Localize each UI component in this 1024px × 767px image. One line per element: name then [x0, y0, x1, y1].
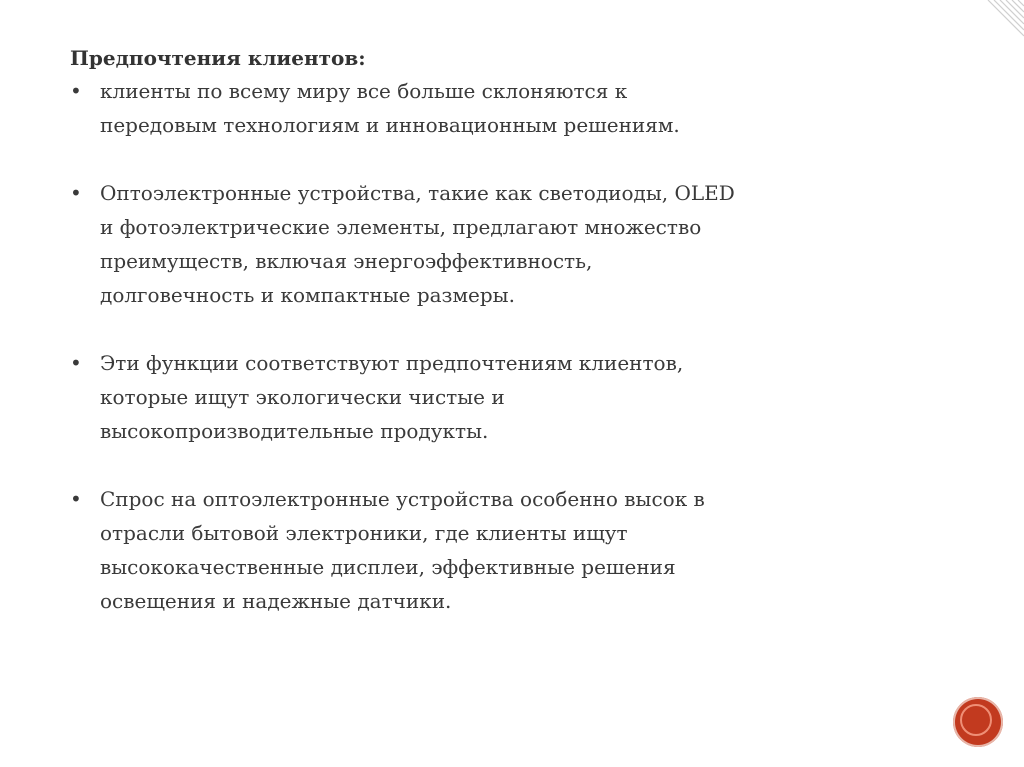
bullet-item-1	[70, 74, 920, 142]
bullet-item-4	[70, 482, 920, 618]
bullet-2-line-4: долговечность и компактные размеры.	[100, 283, 515, 307]
bullet-mark: •	[70, 181, 82, 205]
bullet-3-line-1: Эти функции соответствуют предпочтениям клиентов,	[100, 351, 684, 375]
bullet-mark: •	[70, 351, 82, 375]
bullet-1-line-1: клиенты по всему миру все больше склоняются к	[100, 79, 628, 103]
bullet-3-line-3: высокопроизводительные продукты.	[100, 419, 489, 443]
slide-content	[70, 42, 920, 652]
bullet-2-line-2: и фотоэлектрические элементы, предлагают множество	[100, 215, 702, 239]
bullet-list	[70, 74, 920, 618]
bullet-4-line-2: отрасли бытовой электроники, где клиенты ищут	[100, 521, 628, 545]
bullet-item-2	[70, 176, 920, 312]
slide-title: Предпочтения клиентов:	[70, 46, 366, 70]
corner-circle-decoration	[953, 697, 1003, 747]
bullet-mark: •	[70, 79, 82, 103]
bullet-1-line-2: передовым технологиям и инновационным решениям.	[100, 113, 680, 137]
bullet-3-line-2: которые ищут экологически чистые и	[100, 385, 505, 409]
bullet-2-line-1: Оптоэлектронные устройства, такие как светодиоды, OLED	[100, 181, 735, 205]
bullet-4-line-4: освещения и надежные датчики.	[100, 589, 452, 613]
bullet-4-line-1: Спрос на оптоэлектронные устройства особенно высок в	[100, 487, 705, 511]
bullet-4-line-3: высококачественные дисплеи, эффективные решения	[100, 555, 676, 579]
corner-stripes-decoration	[980, 0, 1024, 44]
bullet-item-3	[70, 346, 920, 448]
bullet-2-line-3: преимуществ, включая энергоэффективность,	[100, 249, 593, 273]
bullet-mark: •	[70, 487, 82, 511]
